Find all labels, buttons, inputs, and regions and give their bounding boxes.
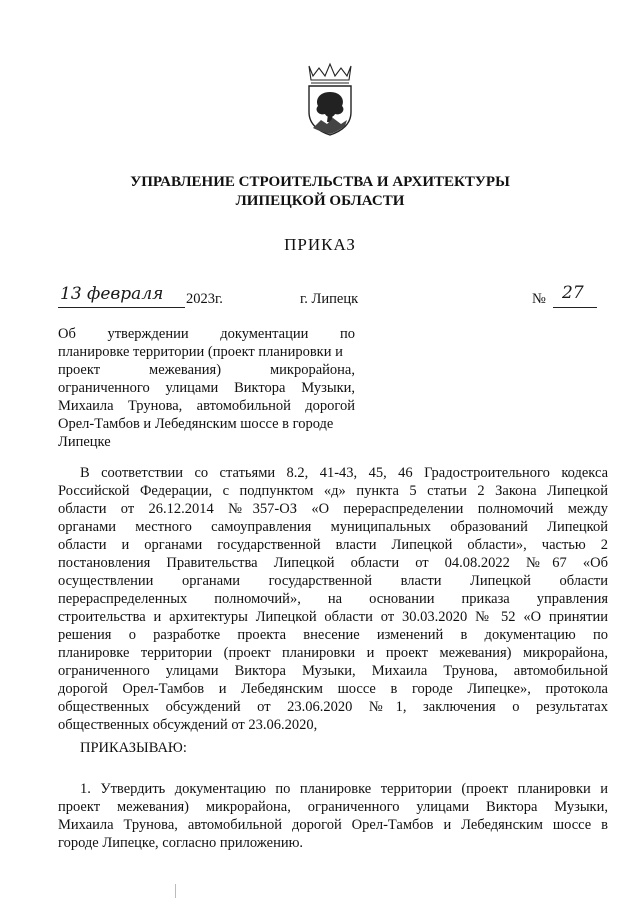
preamble-line: общественных обсуждений от 23.06.2020 №1, заключения о результатах <box>58 699 608 715</box>
subject-line: ограниченного улицами Виктора Музыки, <box>58 380 355 396</box>
preamble-line: дорогой Орел-Тамбов и Лебедянским шоссе в городе Липецке», протокола <box>58 681 608 697</box>
order-directive: ПРИКАЗЫВАЮ: <box>80 740 187 756</box>
preamble-line: области и органами государственной власти Липецкой области», частью 2 <box>58 537 608 553</box>
subject-line: Орел-Тамбов и Лебедянским шоссе в городе <box>58 416 334 432</box>
scan-mark <box>175 884 176 898</box>
preamble-line: области от 26.12.2014 №357-ОЗ «О перераспределении полномочий между <box>58 501 608 517</box>
subject-line: Михаила Трунова, автомобильной дорогой <box>58 398 355 414</box>
preamble-line: решения о разработке проекта внесение изменений в документацию по <box>58 627 608 643</box>
order-item-line: проект межевания) микрорайона, ограниченного улицами Виктора Музыки, <box>58 799 608 815</box>
date-year: 2023г. <box>186 291 223 307</box>
organization-name-line-1: УПРАВЛЕНИЕ СТРОИТЕЛЬСТВА И АРХИТЕКТУРЫ <box>130 174 510 190</box>
subject-line: проект межевания) микрорайона, <box>58 362 355 378</box>
subject-line: Об утверждении документации по <box>58 326 355 342</box>
preamble-line: В соответствии со статьями 8.2, 41-43, 45, 46 Градостроительного кодекса <box>80 465 608 481</box>
preamble-line: постановления Правительства Липецкой области от 04.08.2022 №67 «Об <box>58 555 608 571</box>
preamble-line: ограниченного улицами Виктора Музыки, Михаила Трунова, автомобильной <box>58 663 608 679</box>
order-item-line: 1. Утвердить документацию по планировке территории (проект планировки и <box>80 781 608 797</box>
preamble-line: планировке территории (проект планировки и проект межевания) микрорайона, <box>58 645 608 661</box>
preamble-line: Российской Федерации, с подпунктом «д» пункта 5 статьи 2 Закона Липецкой <box>58 483 608 499</box>
number-sign: № <box>532 291 546 307</box>
organization-name-line-2: ЛИПЕЦКОЙ ОБЛАСТИ <box>235 193 405 209</box>
subject-line: Липецке <box>58 434 111 450</box>
coat-of-arms-icon <box>295 62 365 138</box>
order-item-line: Михаила Трунова, автомобильной дорогой Орел-Тамбов и Лебедянским шоссе в <box>58 817 608 833</box>
city-name: г. Липецк <box>300 291 359 307</box>
preamble-line: общественных обсуждений от 23.06.2020, <box>58 717 318 733</box>
handwritten-number: 27 <box>562 283 584 303</box>
preamble-line: осуществлении органами государственной власти Липецкой области <box>58 573 608 589</box>
document-type-title: ПРИКАЗ <box>284 235 356 254</box>
preamble-line: перераспределенных полномочий», на основании приказа управления <box>58 591 608 607</box>
order-item-line: городе Липецке, согласно приложению. <box>58 835 304 851</box>
preamble-line: строительства и архитектуры Липецкой области от 30.03.2020 № 52 «О принятии <box>58 609 608 625</box>
handwritten-date: 13 февраля <box>60 284 164 304</box>
preamble-line: органами местного самоуправления муниципальных образований Липецкой <box>58 519 608 535</box>
subject-line: планировке территории (проект планировки и <box>58 344 343 360</box>
